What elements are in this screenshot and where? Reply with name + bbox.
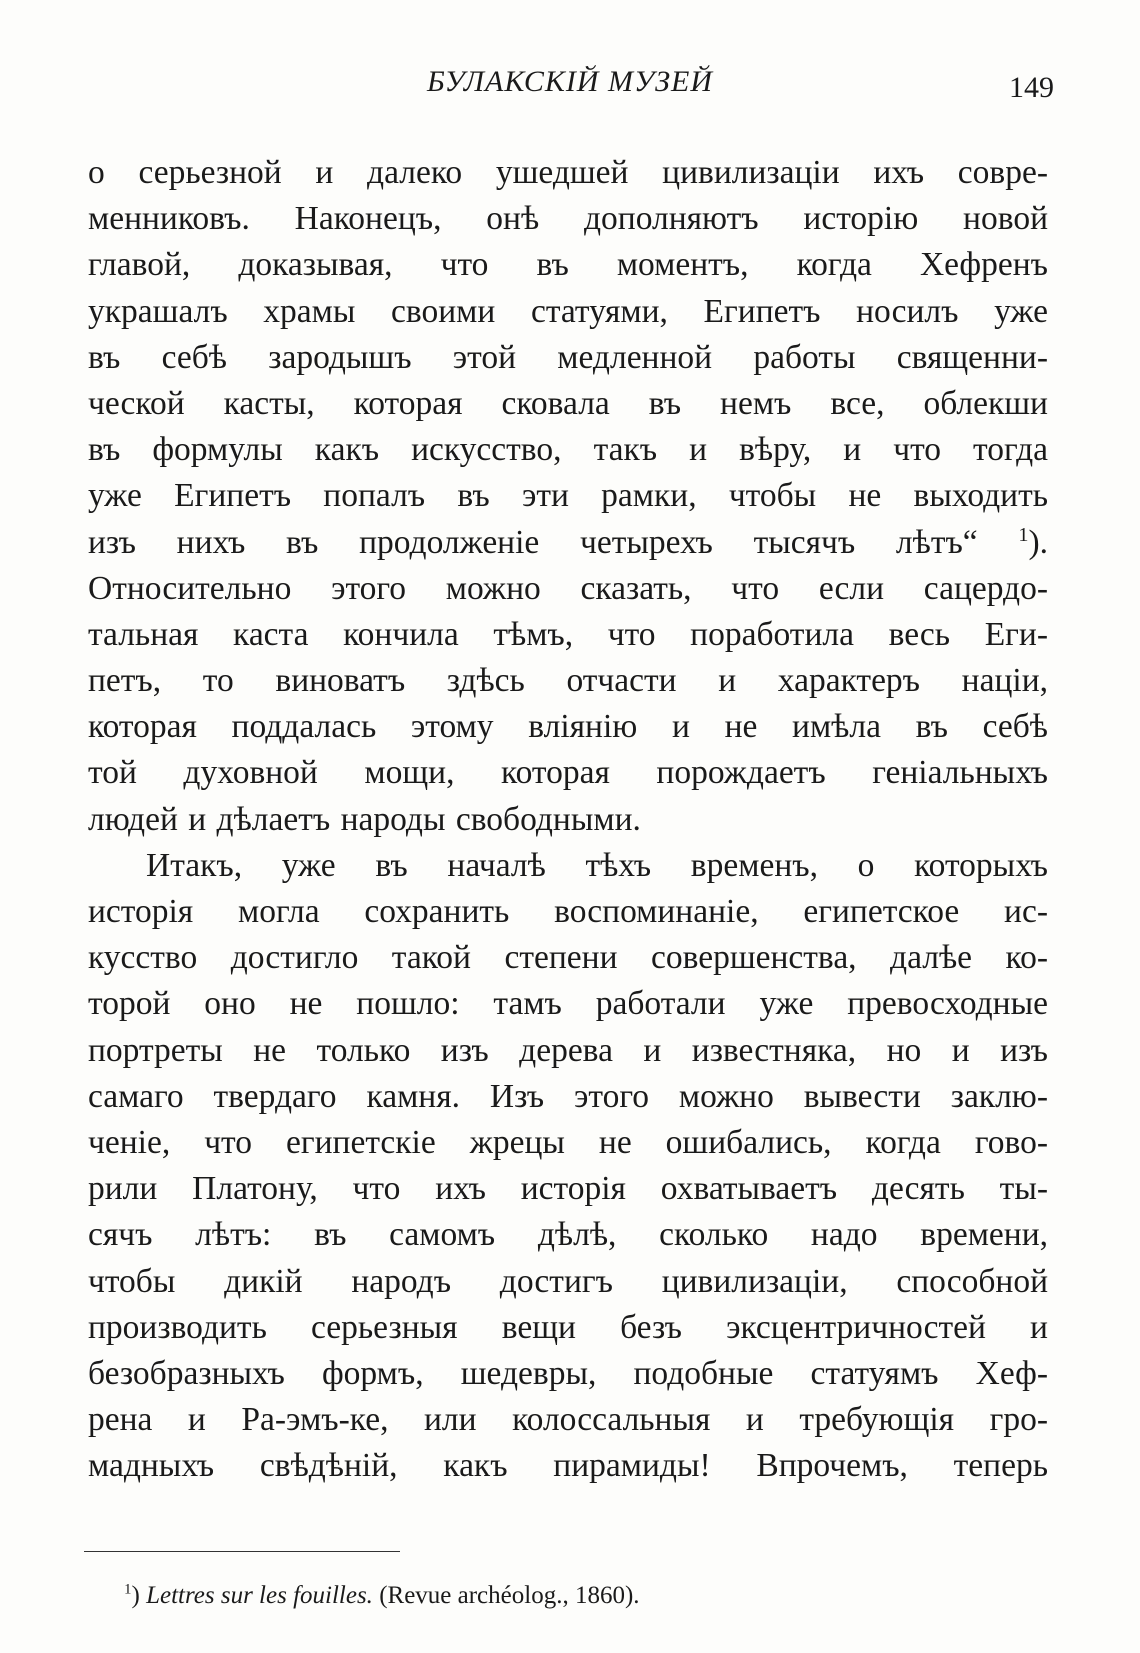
text-line: рили Платону, что ихъ исторія охватываетъ десять ты-: [88, 1170, 1048, 1208]
footnote: [124, 1578, 640, 1614]
footnote-source: (Revue archéolog., 1860).: [379, 1582, 640, 1609]
footnote-marker: 1: [124, 1581, 132, 1598]
running-title: БУЛАКСКІЙ МУЗЕЙ: [427, 65, 713, 98]
text-segment: изъ нихъ въ продолженіе четырехъ тысячъ лѣтъ“: [88, 523, 978, 561]
text-line: людей и дѣлаетъ народы свободными.: [88, 800, 641, 838]
text-line: кусство достигло такой степени совершенства, далѣе ко-: [88, 939, 1048, 977]
text-line: Итакъ, уже въ началѣ тѣхъ временъ, о которыхъ: [146, 846, 1048, 884]
text-line: украшалъ храмы своими статуями, Египетъ носилъ уже: [88, 292, 1048, 330]
running-head: [0, 62, 1140, 102]
text-line: которая поддалась этому вліянію и не имѣла въ себѣ: [88, 708, 1048, 746]
text-line: Относительно этого можно сказать, что если сацердо-: [88, 569, 1048, 607]
text-line: той духовной мощи, которая порождаетъ геніальныхъ: [88, 754, 1048, 792]
text-line: торой оно не пошло: тамъ работали уже превосходные: [88, 985, 1048, 1023]
text-line: ческой касты, которая сковала въ немъ все, облекши: [88, 384, 1048, 422]
text-line: менниковъ. Наконецъ, онѣ дополняютъ исторію новой: [88, 200, 1048, 238]
text-line: рена и Ра-эмъ-ке, или колоссальныя и требующія гро-: [88, 1401, 1048, 1439]
text-line: безобразныхъ формъ, шедевры, подобные статуямъ Хеф-: [88, 1354, 1048, 1392]
text-line: петъ, то виноватъ здѣсь отчасти и характеръ націи,: [88, 662, 1048, 700]
text-line: тальная каста кончила тѣмъ, что поработила весь Еги-: [88, 615, 1048, 653]
text-line: самаго твердаго камня. Изъ этого можно вывести заклю-: [88, 1077, 1048, 1115]
text-line: въ формулы какъ искусство, такъ и вѣру, и что тогда: [88, 431, 1048, 469]
footnote-reference: 1: [1018, 523, 1029, 546]
text-line: ченіе, что египетскіе жрецы не ошибались, когда гово-: [88, 1123, 1048, 1161]
paragraph: [88, 843, 1048, 1490]
paragraph: [88, 150, 1048, 843]
text-line: мадныхъ свѣдѣній, какъ пирамиды! Впрочемъ, теперь: [88, 1447, 1048, 1485]
text-line: уже Египетъ попалъ въ эти рамки, чтобы не выходить: [88, 477, 1048, 515]
text-line: чтобы дикій народъ достигъ цивилизаціи, способной: [88, 1262, 1048, 1300]
page-number: 149: [1009, 71, 1054, 104]
footnote-divider: [84, 1551, 400, 1552]
footnote-marker-tail: ): [131, 1582, 140, 1609]
footnote-title: Lettres sur les fouilles.: [146, 1582, 373, 1609]
text-line: сячъ лѣтъ: въ самомъ дѣлѣ, сколько надо времени,: [88, 1216, 1048, 1254]
text-line: главой, доказывая, что въ моментъ, когда Хефренъ: [88, 246, 1048, 284]
text-line: исторія могла сохранить воспоминаніе, египетское ис-: [88, 893, 1048, 930]
text-line: о серьезной и далеко ушедшей цивилизаціи ихъ совре-: [88, 154, 1048, 191]
text-line: производить серьезныя вещи безъ эксцентричностей и: [88, 1308, 1048, 1346]
text-line: [88, 520, 1048, 566]
text-line: портреты не только изъ дерева и известняка, но и изъ: [88, 1031, 1048, 1069]
text-line: въ себѣ зародышъ этой медленной работы священни-: [88, 338, 1048, 376]
footnote-reference-tail: ).: [1028, 523, 1048, 561]
body-text: [88, 150, 1048, 1489]
